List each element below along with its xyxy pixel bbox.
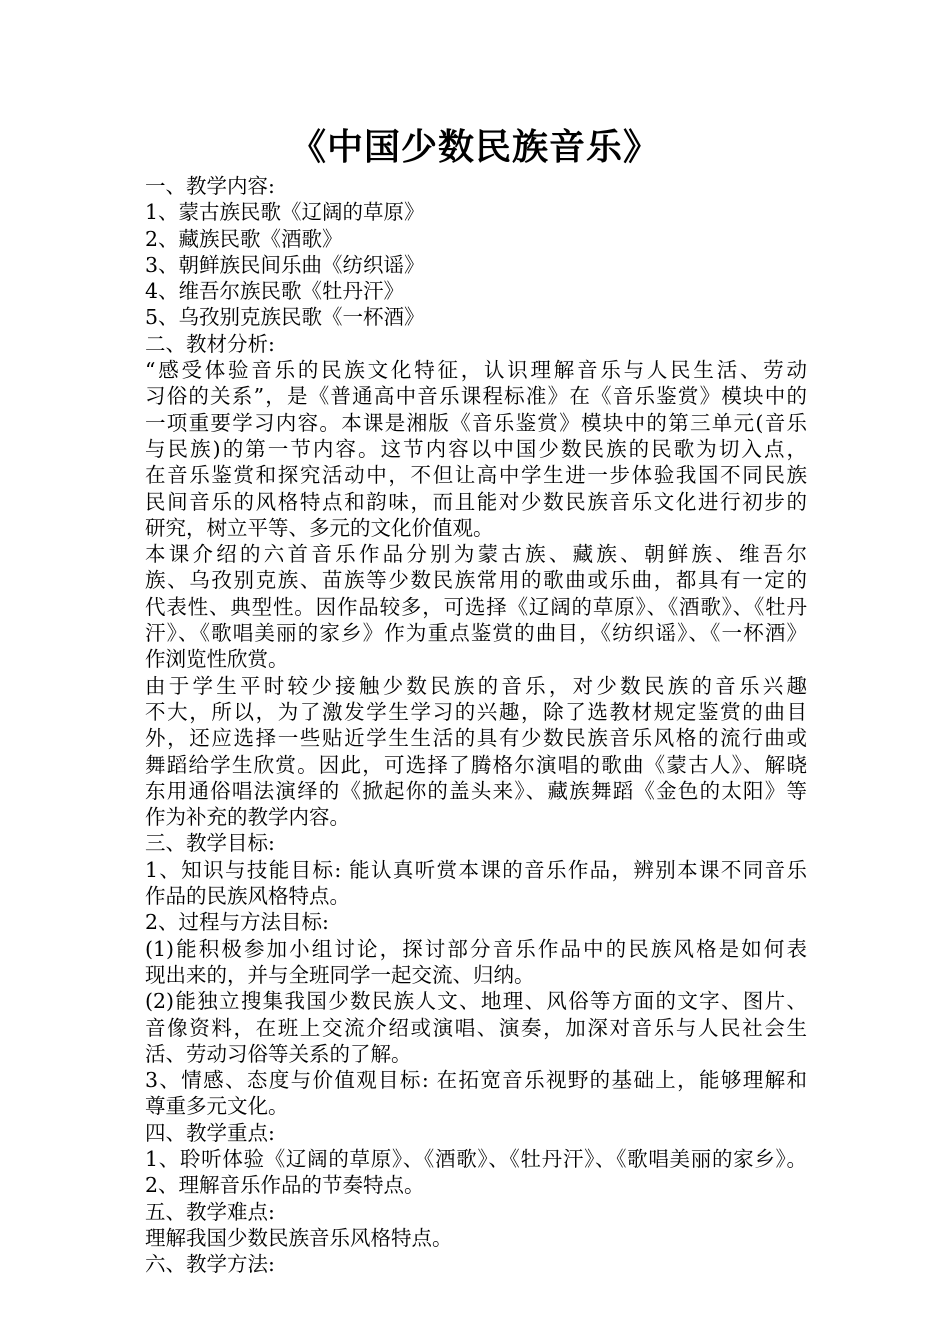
document-line: 活、劳动习俗等关系的了解。: [145, 1041, 412, 1066]
document-line: 作浏览性欣赏。: [145, 647, 289, 672]
document-line: 一项重要学习内容。本课是湘版《音乐鉴赏》模块中的第三单元(音乐: [145, 410, 807, 435]
document-line: 六、教学方法:: [145, 1252, 275, 1277]
document-line: 2、过程与方法目标:: [145, 910, 329, 935]
document-title: 《中国少数民族音乐》: [289, 127, 660, 168]
document-line: 作品的民族风格特点。: [145, 884, 350, 909]
document-line: 1、蒙古族民歌《辽阔的草原》: [145, 200, 425, 225]
document-line: 代表性、典型性。因作品较多，可选择《辽阔的草原》、《酒歌》、《牡丹: [145, 594, 807, 619]
document-line: (2)能独立搜集我国少数民族人文、地理、风俗等方面的文字、图片、: [145, 989, 807, 1014]
document-line: 由于学生平时较少接触少数民族的音乐，对少数民族的音乐兴趣: [145, 673, 807, 698]
document-line: 本课介绍的六首音乐作品分别为蒙古族、藏族、朝鲜族、维吾尔: [145, 542, 807, 567]
document-line: 1、聆听体验《辽阔的草原》、《酒歌》、《牡丹汗》、《歌唱美丽的家乡》。: [145, 1146, 807, 1171]
document-line: 3、朝鲜族民间乐曲《纺织谣》: [145, 252, 425, 277]
document-line: 4、维吾尔族民歌《牡丹汗》: [145, 279, 405, 304]
document-line: 民间音乐的风格特点和韵味，而且能对少数民族音乐文化进行初步的: [145, 489, 807, 514]
document-line: 不大，所以，为了激发学生学习的兴趣，除了选教材规定鉴赏的曲目: [145, 699, 807, 724]
document-line: 5、乌孜别克族民歌《一杯酒》: [145, 305, 425, 330]
document-line: 音像资料，在班上交流介绍或演唱、演奏，加深对音乐与人民社会生: [145, 1015, 807, 1040]
document-line: (1)能积极参加小组讨论，探讨部分音乐作品中的民族风格是如何表: [145, 936, 807, 961]
document-line: 2、藏族民歌《酒歌》: [145, 226, 343, 251]
document-line: 四、教学重点:: [145, 1120, 275, 1145]
document-line: 外，还应选择一些贴近学生生活的具有少数民族音乐风格的流行曲或: [145, 726, 807, 751]
document-line: 作为补充的教学内容。: [145, 805, 350, 830]
document-line: 现出来的，并与全班同学一起交流、归纳。: [145, 962, 535, 987]
document-line: “感受体验音乐的民族文化特征，认识理解音乐与人民生活、劳动: [145, 358, 807, 383]
document-line: 一、教学内容:: [145, 174, 275, 198]
document-line: 在音乐鉴赏和探究活动中，不但让高中学生进一步体验我国不同民族: [145, 463, 807, 488]
document-line: 2、理解音乐作品的节奏特点。: [145, 1173, 425, 1198]
document-line: 3、情感、态度与价值观目标: 在拓宽音乐视野的基础上，能够理解和: [145, 1068, 807, 1093]
document-body: [145, 173, 807, 1277]
document-line: 理解我国少数民族音乐风格特点。: [145, 1225, 453, 1250]
document-line: 舞蹈给学生欣赏。因此，可选择了腾格尔演唱的歌曲《蒙古人》、解晓: [145, 752, 807, 777]
document-line: 习俗的关系”，是《普通高中音乐课程标准》在《音乐鉴赏》模块中的: [145, 384, 807, 409]
document-line: 研究，树立平等、多元的文化价值观。: [145, 515, 494, 540]
document-line: 汗》、《歌唱美丽的家乡》作为重点鉴赏的曲目，《纺织谣》、《一杯酒》: [145, 621, 807, 646]
document-line: 族、乌孜别克族、苗族等少数民族常用的歌曲或乐曲，都具有一定的: [145, 568, 807, 593]
document-line: 尊重多元文化。: [145, 1094, 289, 1119]
document-line: 五、教学难点:: [145, 1199, 275, 1224]
document-line: 与民族)的第一节内容。这节内容以中国少数民族的民歌为切入点，: [145, 436, 807, 461]
document-line: 东用通俗唱法演绎的《掀起你的盖头来》、藏族舞蹈《金色的太阳》等: [145, 778, 807, 803]
document-line: 二、教材分析:: [145, 331, 275, 356]
document-line: 1、知识与技能目标: 能认真听赏本课的音乐作品，辨别本课不同音乐: [145, 857, 807, 882]
document-line: 三、教学目标:: [145, 831, 275, 856]
